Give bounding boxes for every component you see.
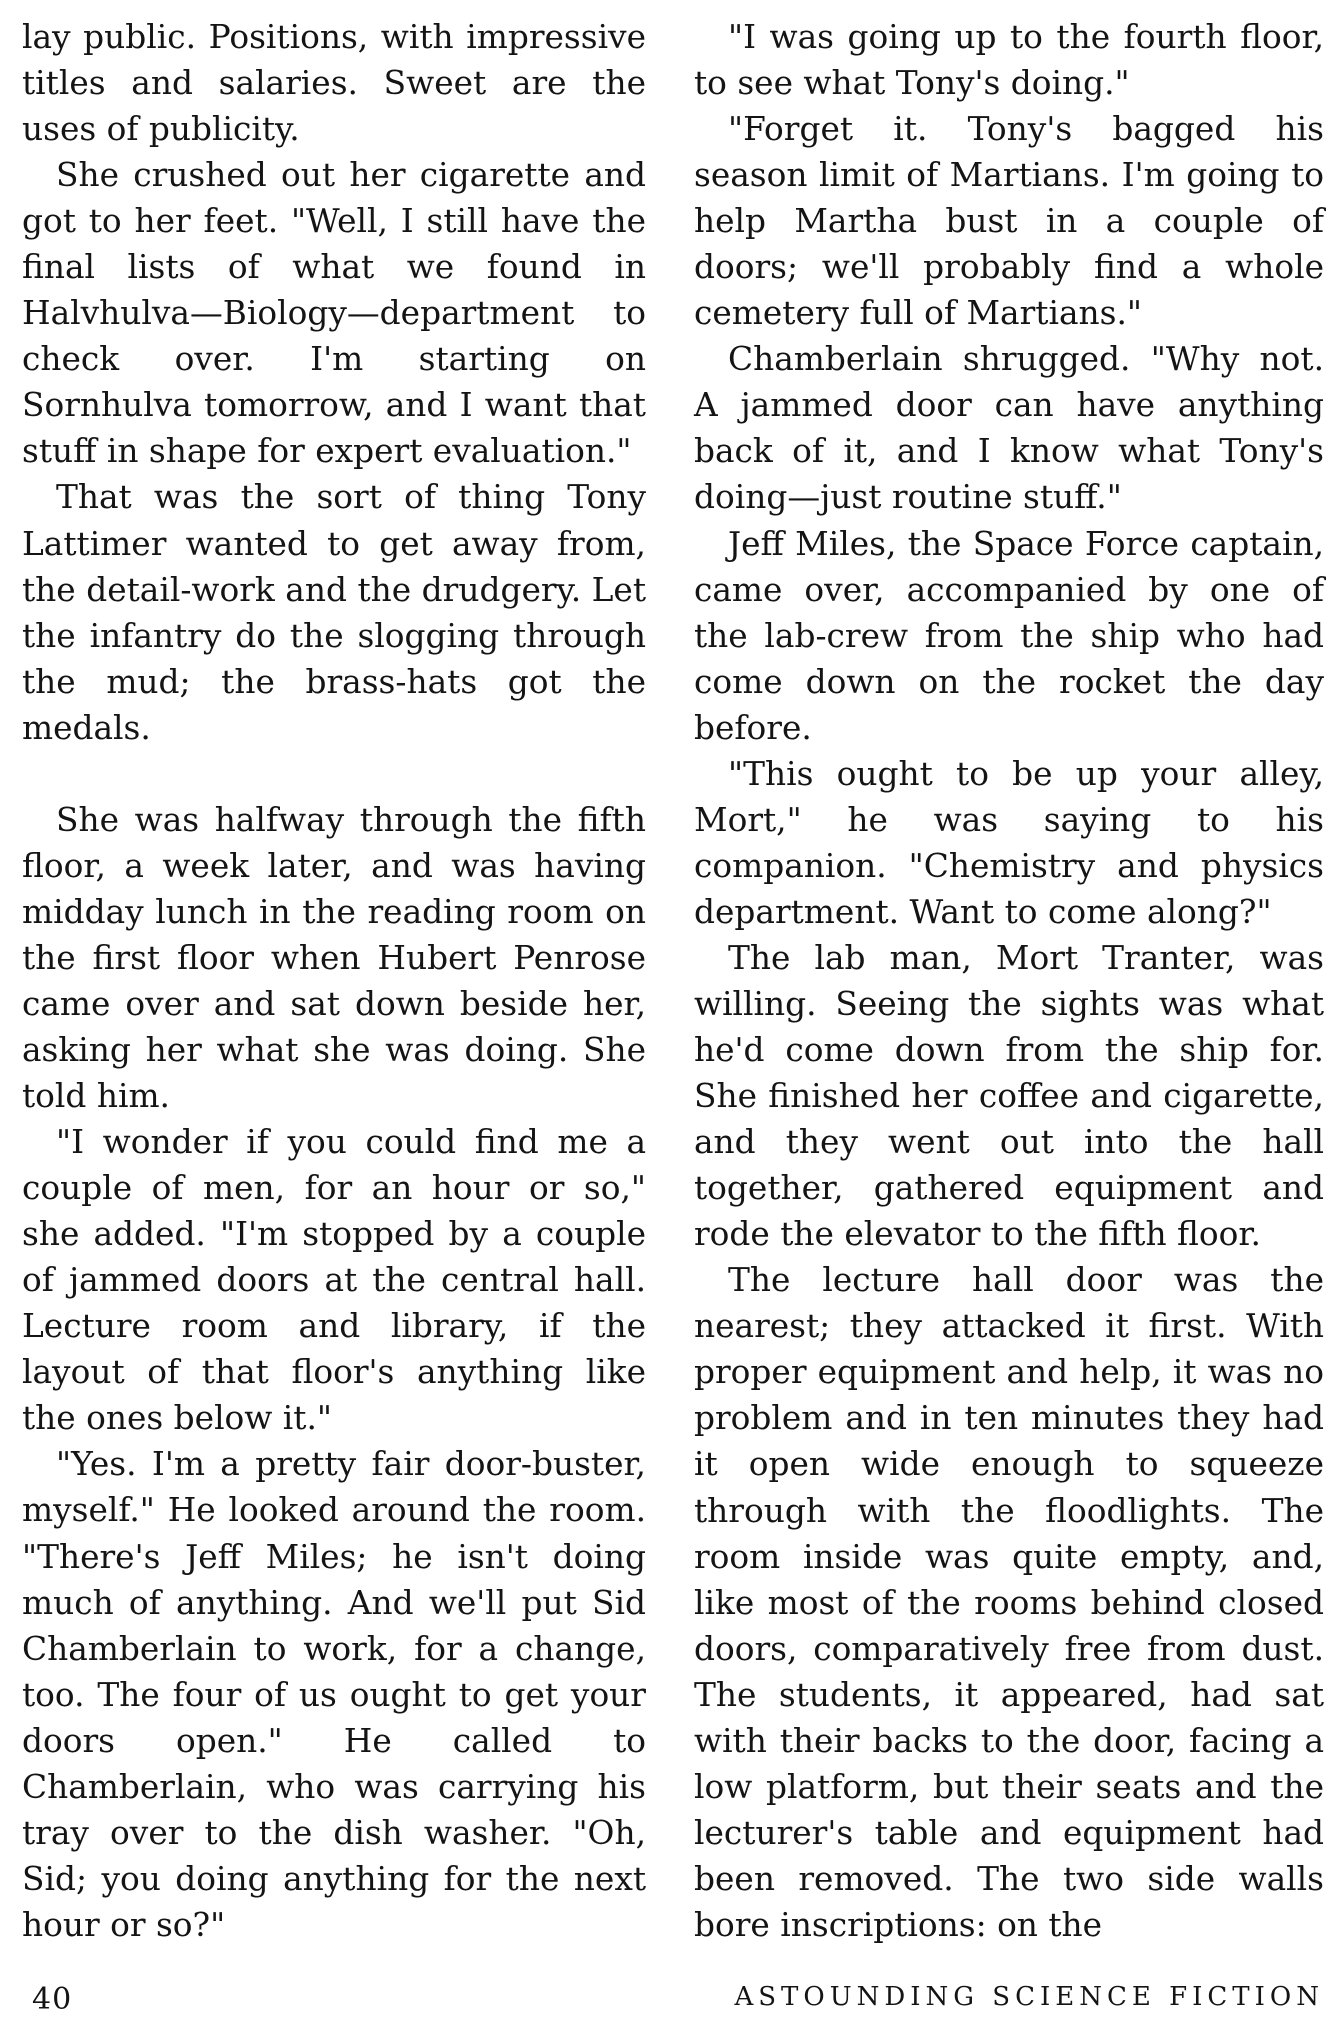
page-number: 40 — [32, 1982, 73, 2017]
paragraph: She crushed out her cigarette and got to her feet. "Well, I still have the final lists of what we found in Halvhulva—Biology—department to check over. I'm starting on Sornhulva tomorrow, and I want that stuff in shape for expert evaluation." — [22, 156, 646, 471]
paragraph: lay public. Positions, with impressive titles and salaries. Sweet are the uses of publicity. — [22, 18, 646, 149]
right-column — [694, 14, 1324, 1948]
left-column — [22, 14, 646, 1948]
paragraph: "Forget it. Tony's bagged his season limit of Martians. I'm going to help Martha bust in a couple of doors; we'll probably find a whole cemetery full of Martians." — [694, 110, 1324, 333]
paragraph: "I wonder if you could find me a couple of men, for an hour or so," she added. "I'm stopped by a couple of jammed doors at the central hall. Lecture room and library, if the layout of that floor's anything like the ones below it." — [22, 1123, 646, 1438]
paragraph: She was halfway through the fifth floor, a week later, and was having midday lunch in the reading room on the first floor when Hubert Penrose came over and sat down beside her, asking her what she was doing. She told him. — [22, 800, 646, 1116]
paragraph: "This ought to be up your alley, Mort," he was saying to his companion. "Chemistry and physics department. Want to come along?" — [694, 754, 1324, 931]
paragraph: Chamberlain shrugged. "Why not. A jammed door can have anything back of it, and I know what Tony's doing—just routine stuff." — [694, 340, 1324, 517]
paragraph: Jeff Miles, the Space Force captain, came over, accompanied by one of the lab-crew from the ship who had come down on the rocket the day before. — [694, 524, 1324, 747]
paragraph: The lecture hall door was the nearest; they attacked it first. With proper equipment and help, it was no problem and in ten minutes they had it open wide enough to squeeze through with the floodlights. The room inside was quite empty, and, like most of the rooms behind closed doors, comparatively free from dust. The students, it appeared, had sat with their backs to the door, facing a low platform, but their seats and the lecturer's table and equipment had been removed. The two side walls bore inscriptions: on the — [694, 1261, 1324, 1944]
paragraph: "I was going up to the fourth floor, to see what Tony's doing." — [694, 18, 1324, 103]
paragraph: "Yes. I'm a pretty fair door-buster, myself." He looked around the room. "There's Jeff Miles; he isn't doing much of anything. And we'll put Sid Chamberlain to work, for a change, too. The four of us ought to get your doors open." He called to Chamberlain, who was carrying his tray over to the dish washer. "Oh, Sid; you doing anything for the next hour or so?" — [22, 1445, 646, 1944]
paragraph: The lab man, Mort Tranter, was willing. Seeing the sights was what he'd come down from the ship for. She finished her coffee and cigarette, and they went out into the hall together, gathered equipment and rode the elevator to the fifth floor. — [694, 938, 1324, 1254]
running-title: ASTOUNDING SCIENCE FICTION — [734, 1982, 1324, 2012]
paragraph: That was the sort of thing Tony Lattimer wanted to get away from, the detail-work and the drudgery. Let the infantry do the slogging through the mud; the brass-hats got the medals. — [22, 478, 646, 747]
